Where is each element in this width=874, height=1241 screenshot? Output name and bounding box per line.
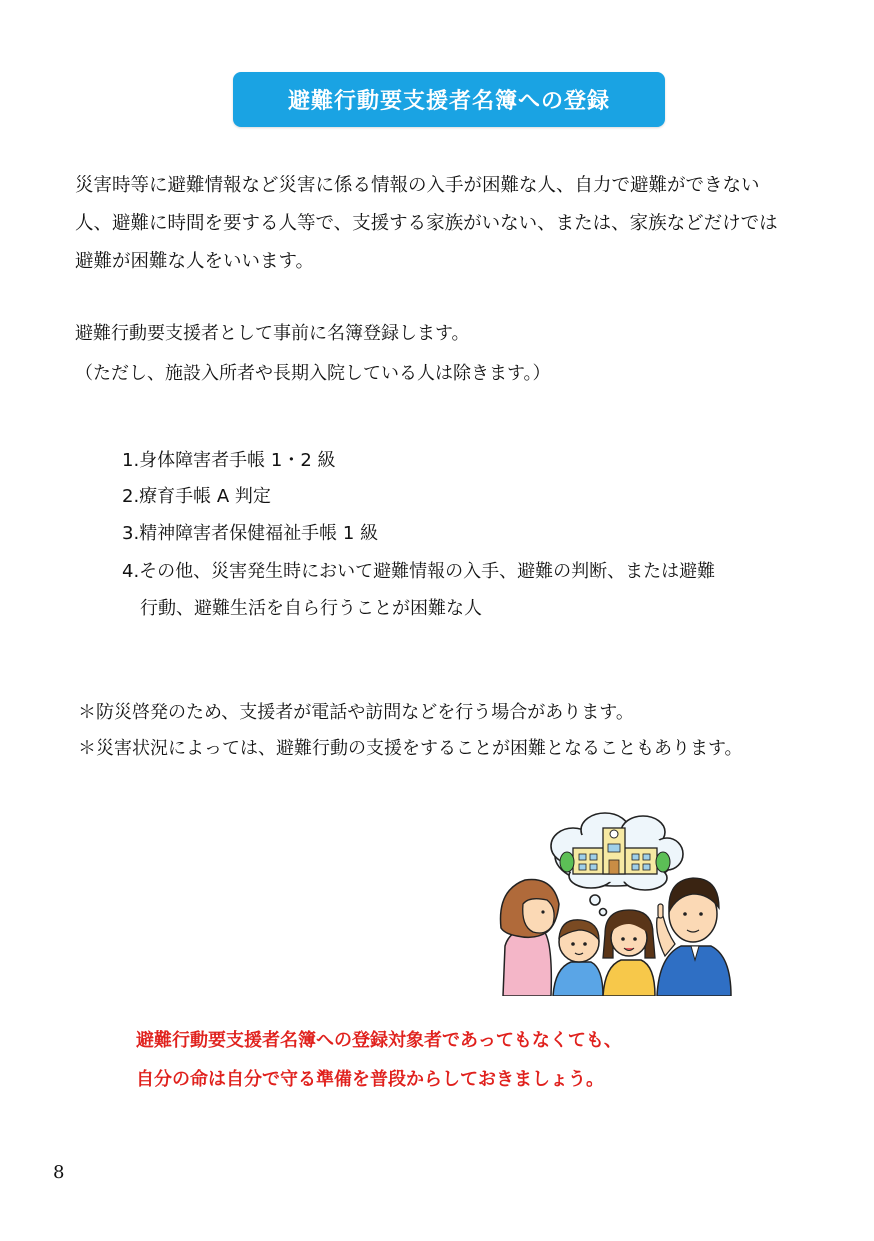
criteria-item-4: 4.その他、災害発生時において避難情報の入手、避難の判断、または避難: [122, 561, 716, 582]
criteria-item-4-continued: 行動、避難生活を自ら行うことが困難な人: [140, 598, 482, 619]
intro-line-3: 避難が困難な人をいいます。: [75, 251, 315, 272]
closing-line-2: 自分の命は自分で守る準備を普段からしておきましょう。: [136, 1069, 604, 1090]
registration-line-2: （ただし、施設入所者や長期入院している人は除きます。）: [75, 363, 551, 384]
note-2: ＊災害状況によっては、避難行動の支援をすることが困難となることもあります。: [78, 738, 743, 759]
intro-line-2: 人、避難に時間を要する人等で、支援する家族がいない、または、家族などだけでは: [75, 213, 778, 234]
registration-line-1: 避難行動要支援者として事前に名簿登録します。: [75, 323, 470, 344]
criteria-item-2: 2.療育手帳 A 判定: [122, 486, 271, 507]
closing-line-1: 避難行動要支援者名簿への登録対象者であってもなくても、: [136, 1030, 622, 1051]
note-1: ＊防災啓発のため、支援者が電話や訪問などを行う場合があります。: [78, 702, 634, 723]
page-number: 8: [53, 1162, 65, 1183]
family-illustration-icon: [495, 808, 735, 996]
intro-line-1: 災害時等に避難情報など災害に係る情報の入手が困難な人、自力で避難ができない: [75, 175, 760, 196]
criteria-item-1: 1.身体障害者手帳 1・2 級: [122, 450, 336, 471]
page-title: 避難行動要支援者名簿への登録: [233, 72, 665, 127]
criteria-item-3: 3.精神障害者保健福祉手帳 1 級: [122, 523, 379, 544]
